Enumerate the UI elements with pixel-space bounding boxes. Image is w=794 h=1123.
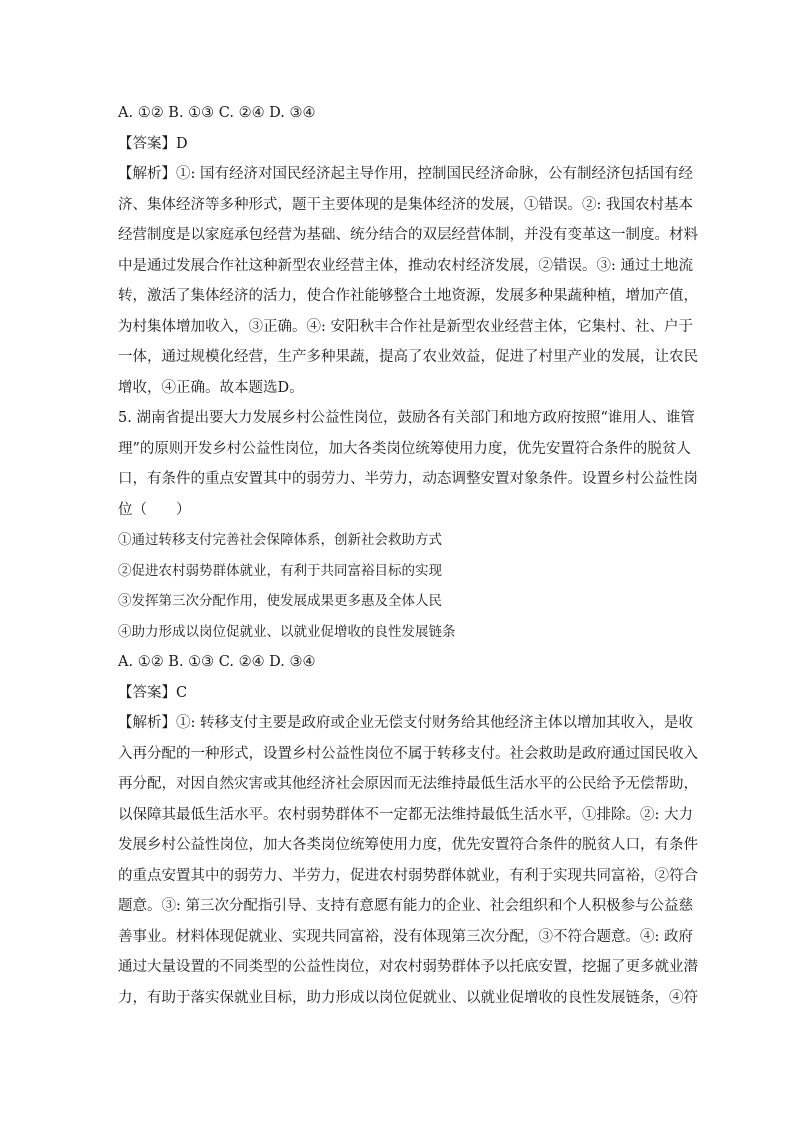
analysis-line: 再分配，对因自然灾害或其他经济社会原因而无法维持最低生活水平的公民给予无偿帮助，: [118, 776, 698, 792]
analysis-line: 增收，④正确。故本题选D。: [118, 379, 304, 396]
analysis-line: 善事业。材料体现促就业、实现共同富裕，没有体现第三次分配，③不符合题意。④: 政府: [118, 928, 693, 945]
q4-analysis: [118, 159, 698, 403]
analysis-line: 济、集体经济等多种形式，题干主要体现的是集体经济的发展，①错误。②: 我国农村基本: [118, 196, 693, 213]
stem-line: 5. 湖南省提出要大力发展乡村公益性岗位，鼓励各有关部门和地方政府按照“谁用人、谁管: [118, 410, 695, 426]
q5-choices: A. ①② B. ①③ C. ②④ D. ③④: [118, 654, 316, 670]
option-item: ①通过转移支付完善社会保障体系，创新社会救助方式: [118, 532, 442, 548]
analysis-line: 发展乡村公益性岗位，加大各类岗位统筹使用力度，优先安置符合条件的脱贫人口，有条件: [118, 837, 698, 853]
analysis-line: 通过大量设置的不同类型的公益性岗位，对农村弱势群体予以托底安置，挖掘了更多就业潜: [118, 959, 698, 975]
stem-line: 理”的原则开发乡村公益性岗位，加大各类岗位统筹使用力度，优先安置符合条件的脱贫人: [118, 440, 691, 457]
analysis-line: 以保障其最低生活水平。农村弱势群体不一定都无法维持最低生活水平，①排除。②: 大力: [118, 806, 693, 823]
analysis-line: 一体，通过规模化经营，生产多种果蔬，提高了农业效益，促进了村里产业的发展，让农民: [118, 349, 698, 365]
analysis-line: 入再分配的一种形式，设置乡村公益性岗位不属于转移支付。社会救助是政府通过国民收入: [118, 745, 698, 762]
question-5-stem: [118, 403, 698, 525]
analysis-line: 中是通过发展合作社这种新型农业经营主体，推动农村经济发展，②错误。③: 通过土地流: [118, 257, 693, 274]
option-item: ②促进农村弱势群体就业，有利于共同富裕目标的实现: [118, 562, 442, 579]
analysis-line: 为村集体增加收入，③正确。④: 安阳秋丰合作社是新型农业经营主体，它集村、社、户于: [118, 318, 693, 335]
q5-answer: 【答案】C: [118, 684, 188, 701]
q4-choices: A. ①② B. ①③ C. ②④ D. ③④: [118, 105, 316, 121]
analysis-line: 经营制度是以家庭承包经营为基础、统分结合的双层经营体制，并没有变革这一制度。材料: [118, 227, 698, 243]
q5-analysis: [118, 708, 698, 1013]
analysis-line: 力，有助于落实保就业目标，助力形成以岗位促就业、以就业促增收的良性发展链条，④符: [118, 989, 698, 1006]
page-content: [118, 98, 698, 1013]
analysis-line: 的重点安置其中的弱劳力、半劳力，促进农村弱势群体就业，有利于实现共同富裕，②符合: [118, 867, 698, 884]
option-item: ③发挥第三次分配作用，使发展成果更多惠及全体人民: [118, 593, 442, 609]
q4-answer: 【答案】D: [118, 135, 188, 152]
option-item: ④助力形成以岗位促就业、以就业促增收的良性发展链条: [118, 623, 456, 640]
stem-line: 口，有条件的重点安置其中的弱劳力、半劳力，动态调整安置对象条件。设置乡村公益性岗: [118, 471, 698, 487]
analysis-line: 【解析】①: 转移支付主要是政府或企业无偿支付财务给其他经济主体以增加其收入，是收: [118, 715, 693, 731]
stem-line: 位（ ）: [118, 501, 191, 518]
question-5-options: [118, 525, 688, 647]
analysis-line: 【解析】①: 国有经济对国民经济起主导作用，控制国民经济命脉，公有制经济包括国有经: [118, 166, 693, 182]
analysis-line: 题意。③: 第三次分配指引导、支持有意愿有能力的企业、社会组织和个人积极参与公益慈: [118, 898, 693, 914]
analysis-line: 转，激活了集体经济的活力，使合作社能够整合土地资源，发展多种果蔬种植，增加产值，: [118, 288, 698, 304]
